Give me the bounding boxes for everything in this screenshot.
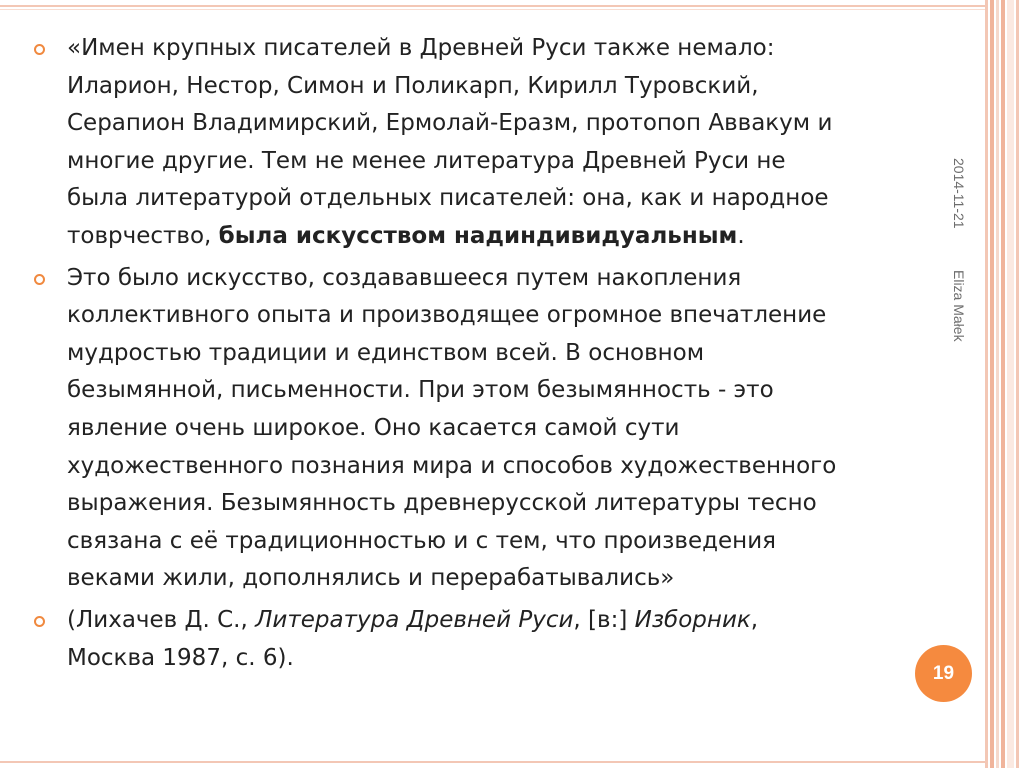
bullet-line: Серапион Владимирский, Ермолай-Еразм, протопоп Аввакум и <box>67 110 833 137</box>
decorative-stripe <box>1016 0 1019 768</box>
slide-author: Eliza Małek <box>951 270 967 342</box>
bullet-bold-emphasis: была искусством надиндивидуальным <box>218 222 738 249</box>
bullet-circle-icon <box>34 616 45 627</box>
bullet-line: мудростью традиции и единством всей. В основном <box>67 339 705 366</box>
citation-source: Изборник <box>634 606 751 633</box>
citation-part: (Лихачев Д. С., <box>67 606 256 633</box>
bullet-quote-part1 <box>34 30 914 256</box>
bullet-line: была литературой отдельных писателей: она, как и народное <box>67 185 829 212</box>
bullet-line: явление очень широкое. Оно касается самой сути <box>67 414 680 441</box>
bullet-line: коллективного опыта и производящее огромное впечатление <box>67 302 827 329</box>
decorative-stripe <box>985 0 988 768</box>
citation-title: Литература Древней Руси <box>255 606 574 633</box>
citation-part: , [в:] <box>573 606 635 633</box>
bullet-circle-icon <box>34 44 45 55</box>
citation-line: Москва 1987, с. 6). <box>67 644 294 671</box>
bullet-line: безымянной, письменности. При этом безымянность - это <box>67 377 774 404</box>
bottom-border-line <box>0 761 985 763</box>
decorative-stripe <box>996 0 999 768</box>
page-number-badge <box>915 645 972 702</box>
bullet-line: художественного познания мира и способов художественного <box>67 452 837 479</box>
bullet-line: Это было искусство, создававшееся путем накопления <box>67 264 742 291</box>
bullet-line: связана с её традиционностью и с тем, что произведения <box>67 527 776 554</box>
decorative-stripe <box>1001 0 1005 768</box>
decorative-stripe <box>1007 0 1014 768</box>
bullet-line-suffix: . <box>737 222 745 249</box>
top-border-line <box>0 5 985 7</box>
top-border-line-thin <box>0 9 985 10</box>
bullet-line: Иларион, Нестор, Симон и Поликарп, Кирилл Туровский, <box>67 72 759 99</box>
decorative-stripe <box>990 0 994 768</box>
bullet-line: выражения. Безымянность древнерусской литературы тесно <box>67 490 817 517</box>
bullet-circle-icon <box>34 274 45 285</box>
bullet-line: «Имен крупных писателей в Древней Руси также немало: <box>67 35 775 61</box>
bullet-citation <box>34 602 914 677</box>
slide-content <box>34 30 914 681</box>
bullet-line: многие другие. Тем не менее литература Древней Руси не <box>67 147 786 174</box>
citation-part: , <box>750 606 759 633</box>
bullet-line: веками жили, дополнялись и перерабатывались» <box>67 565 675 592</box>
page-number: 19 <box>932 662 955 684</box>
slide-date: 2014-11-21 <box>951 158 967 229</box>
bullet-line-prefix: товрчество, <box>67 222 219 249</box>
bullet-quote-part2 <box>34 260 914 598</box>
